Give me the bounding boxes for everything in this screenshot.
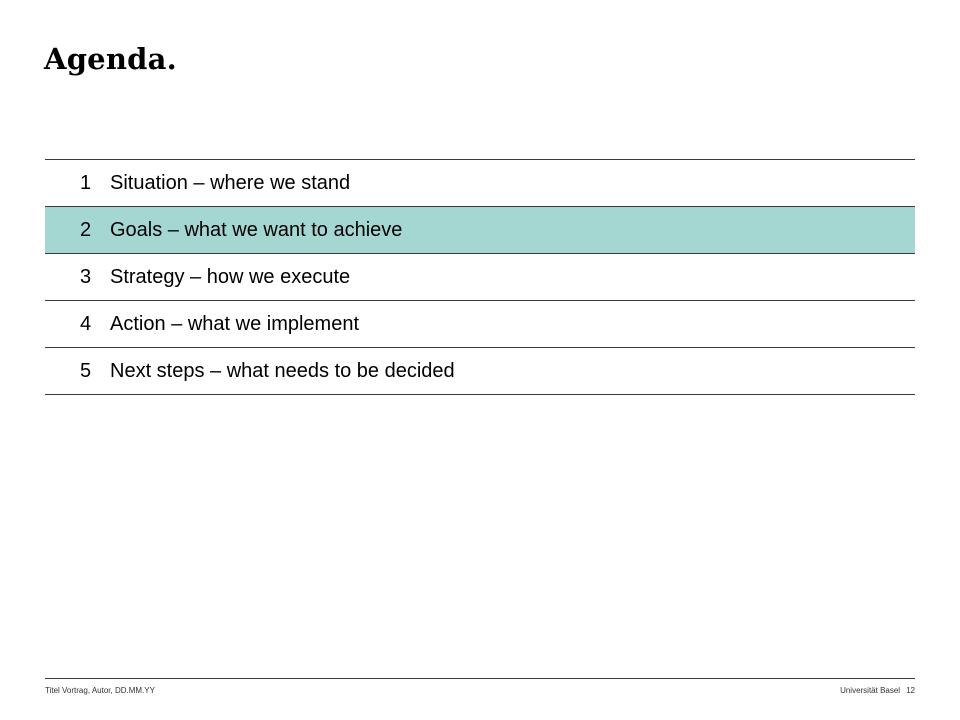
agenda-item-number: 4: [80, 312, 92, 335]
agenda-item-label: Goals – what we want to achieve: [110, 218, 403, 241]
agenda-item-number: 3: [80, 265, 92, 288]
agenda-item-label: Action – what we implement: [110, 312, 360, 335]
agenda-item-label: Next steps – what needs to be decided: [110, 359, 455, 382]
agenda-list: [45, 159, 915, 395]
agenda-item-strategy: [45, 254, 915, 301]
agenda-item-action: [45, 301, 915, 348]
agenda-item-label: Strategy – how we execute: [110, 265, 351, 288]
footer-institution: Universität Basel: [840, 686, 901, 695]
agenda-item-number: 5: [80, 359, 92, 382]
agenda-item-situation: [45, 160, 915, 207]
agenda-item-number: 2: [80, 218, 92, 241]
agenda-item-next-steps: [45, 348, 915, 395]
agenda-item-goals: [45, 207, 915, 254]
slide-title: Agenda.: [44, 42, 177, 76]
footer-presentation-info: Titel Vortrag, Autor, DD.MM.YY: [45, 686, 155, 695]
footer-institution-block: [840, 686, 915, 695]
agenda-item-label: Situation – where we stand: [110, 171, 351, 194]
agenda-item-number: 1: [80, 171, 92, 194]
footer-divider: [45, 678, 915, 679]
footer-page-number: 12: [906, 686, 915, 695]
